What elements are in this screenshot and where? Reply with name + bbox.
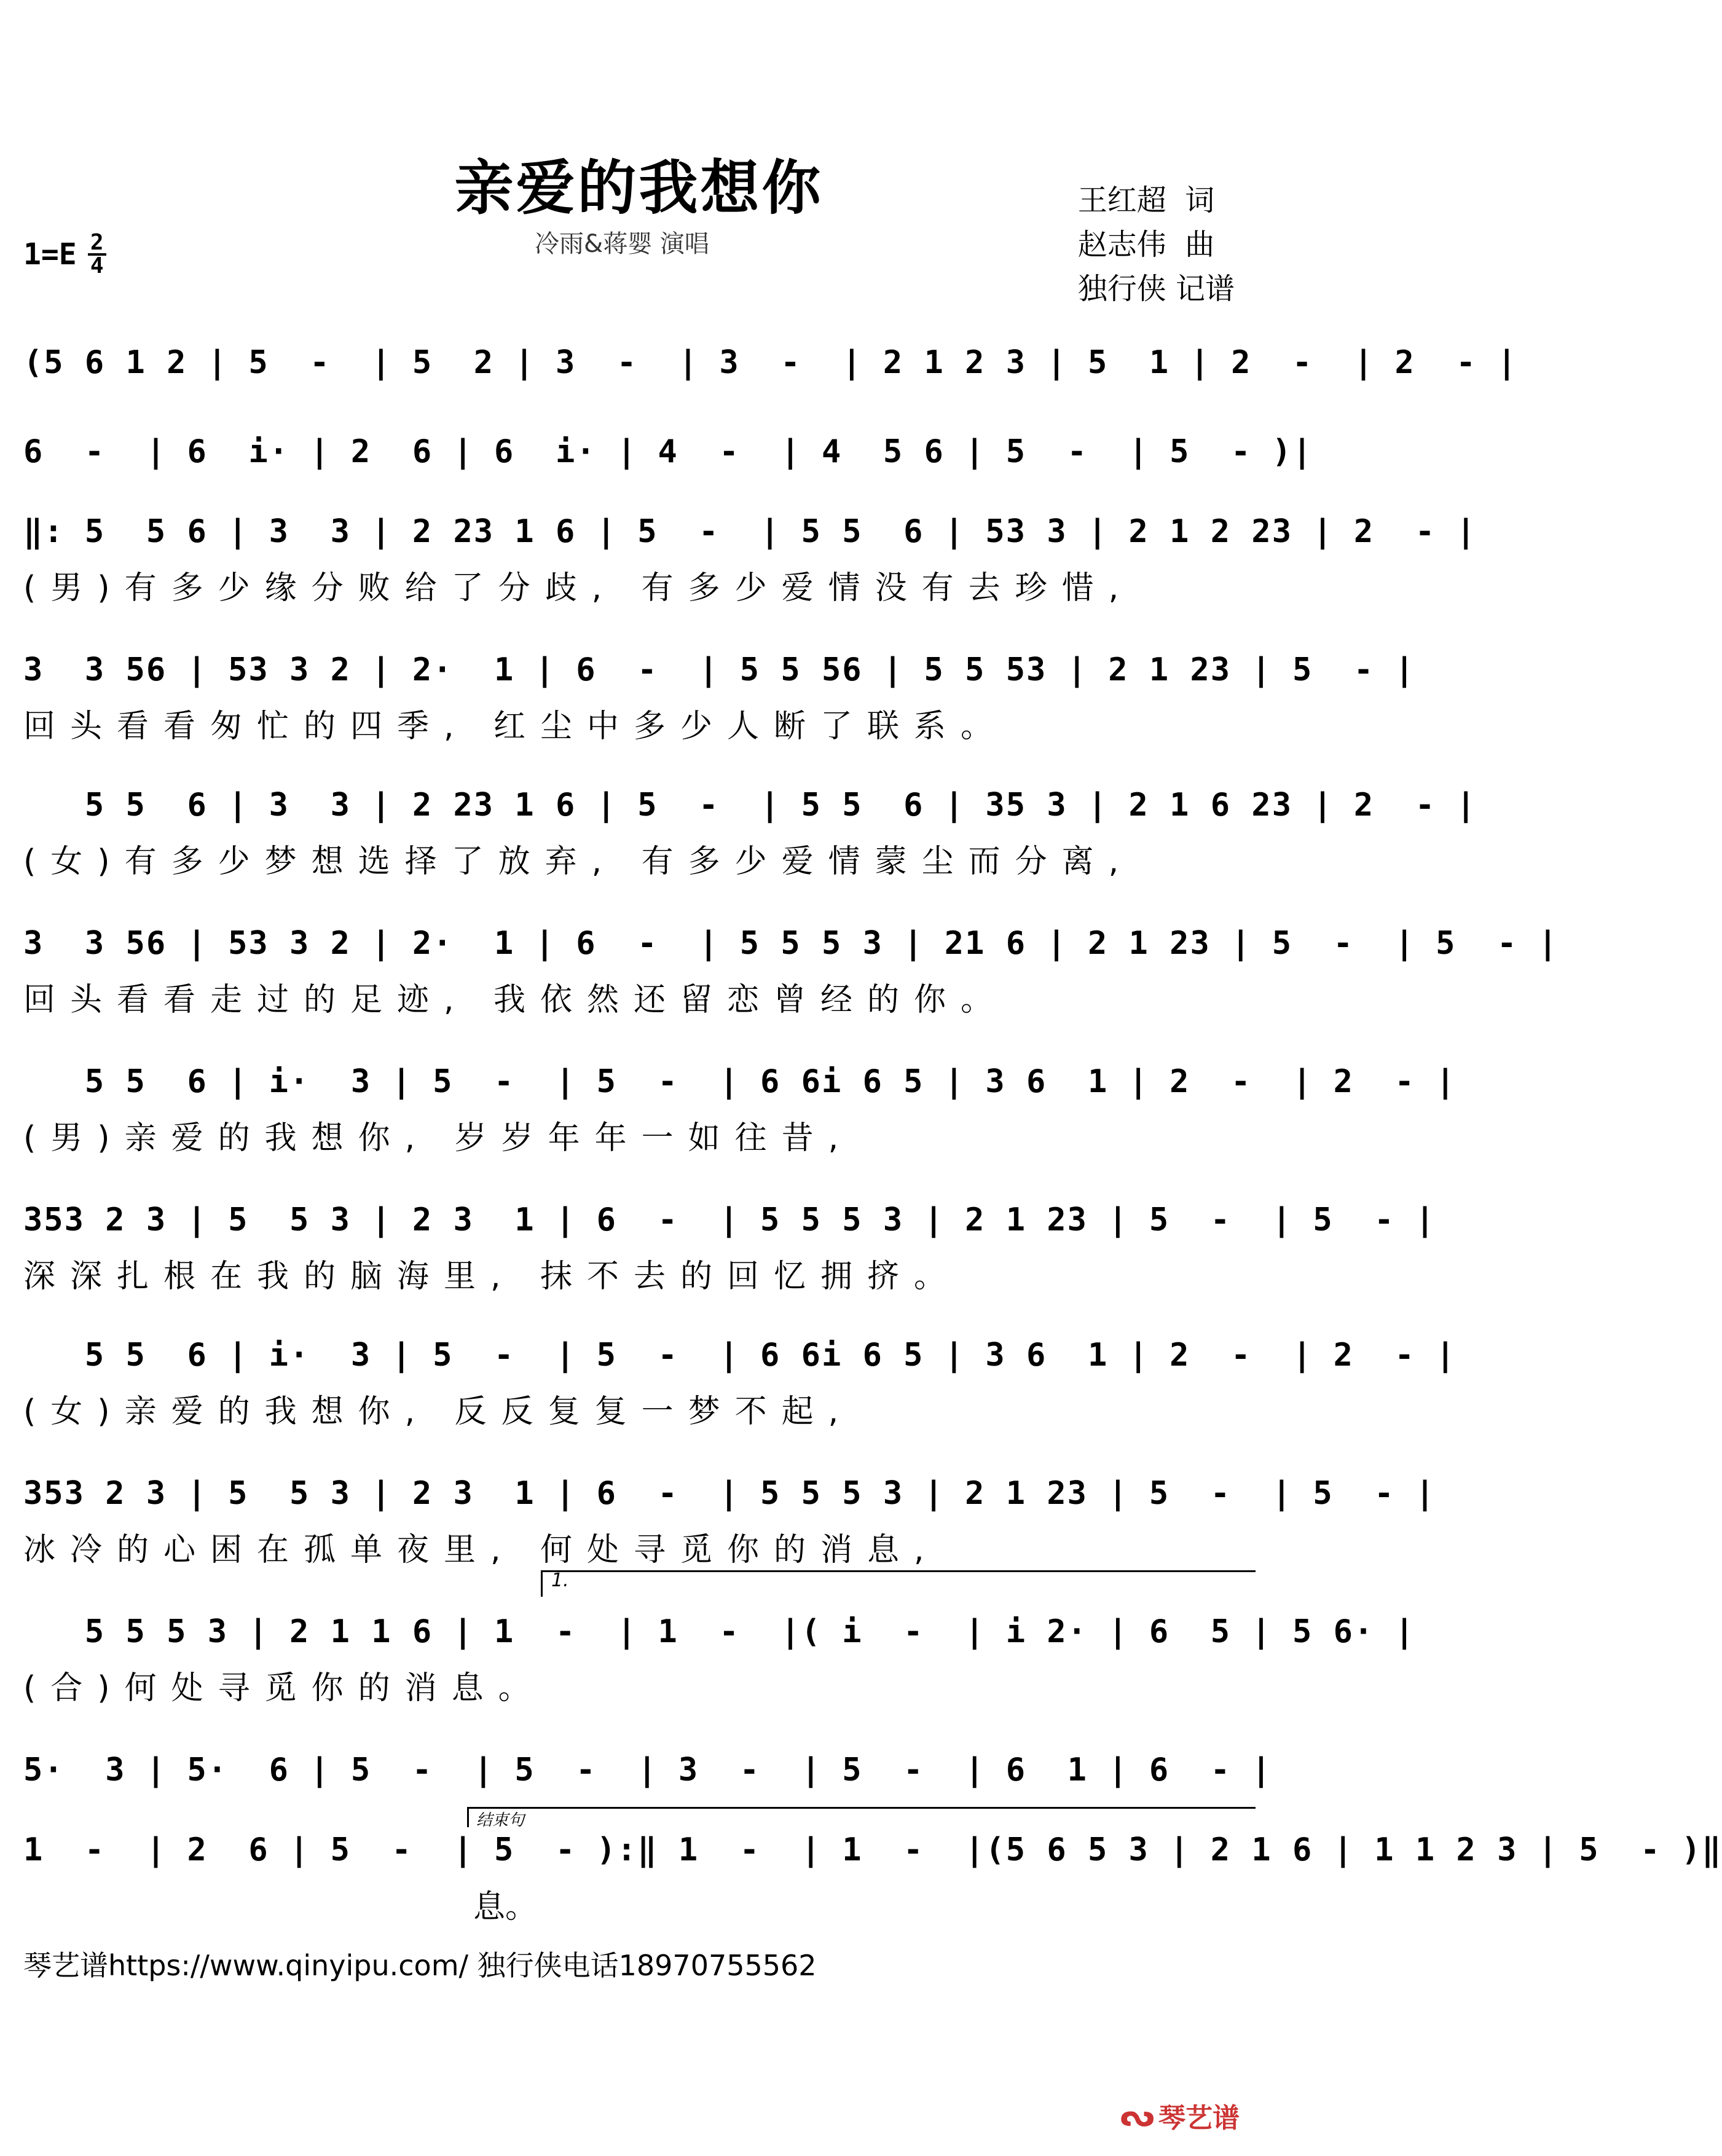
time-sig-bottom: 4 (90, 253, 104, 278)
notation-line: 5 5 6 | 3 3 | 2 23 1 6 | 5 - | 5 5 6 | 35 3 | 2 1 6 23 | 2 - | (23, 787, 1477, 824)
brand-logo (1120, 2096, 1240, 2135)
footer-text: 琴艺谱https://www.qinyipu.com/ 独行侠电话18970755562 (23, 1949, 817, 1982)
lyric-line: 冰冷的心困在孤单夜里, 何处寻觅你的消息, (23, 1532, 939, 1568)
score-system-13 (23, 1828, 1722, 1871)
volta-label: 1. (551, 1570, 569, 1591)
key-signature (23, 232, 106, 277)
notation-line: 353 2 3 | 5 5 3 | 2 3 1 | 6 - | 5 5 5 3 | 2 1 23 | 5 - | 5 - | (23, 1202, 1436, 1238)
score-system-2 (23, 430, 1313, 473)
song-title: 亲爱的我想你 (454, 153, 824, 222)
score-system-10 (23, 1472, 1436, 1570)
lyric-line: 回头看看走过的足迹, 我依然还留恋曾经的你。 (23, 982, 1008, 1018)
lyric-line: (女)有多少梦想选择了放弃, 有多少爱情蒙尘而分离, (23, 843, 1134, 880)
score-system-9 (23, 1334, 1457, 1432)
score-system-5 (23, 784, 1477, 882)
notation-line: 6 - | 6 i· | 2 6 | 6 i· | 4 - | 4 5 6 | 5 - | 5 - )| (23, 433, 1313, 470)
key-label: 1=E (23, 237, 77, 272)
notation-line: 5 5 5 3 | 2 1 1 6 | 1 - | 1 - |( i - | i 2· | 6 5 | 5 6· | (23, 1613, 1415, 1650)
credits-block (1078, 178, 1235, 311)
notation-line: 5 5 6 | i· 3 | 5 - | 5 - | 6 6i 6 5 | 3 6 1 | 2 - | 2 - | (23, 1337, 1457, 1374)
notation-line: 5· 3 | 5· 6 | 5 - | 5 - | 3 - | 5 - | 6 1 | 6 - | (23, 1752, 1272, 1788)
composer-credit: 赵志伟 曲 (1077, 227, 1215, 262)
notation-line: 5 5 6 | i· 3 | 5 - | 5 - | 6 6i 6 5 | 3 6 1 | 2 - | 2 - | (23, 1063, 1457, 1100)
brand-icon: ᔓ (1120, 2098, 1155, 2133)
score-system-1 (23, 341, 1518, 384)
first-ending-bracket (541, 1570, 1256, 1597)
notation-line: 1 - | 2 6 | 5 - | 5 - ):‖ 1 - | 1 - |(5 6 5 3 | 2 1 6 | 1 1 2 3 | 5 - )‖ (23, 1831, 1722, 1868)
notation-line: 3 3 56 | 53 3 2 | 2· 1 | 6 - | 5 5 56 | 5 5 53 | 2 1 23 | 5 - | (23, 651, 1415, 688)
score-system-3 (23, 510, 1477, 608)
time-sig-top: 2 (90, 230, 104, 255)
notation-line: 353 2 3 | 5 5 3 | 2 3 1 | 6 - | 5 5 5 3 | 2 1 23 | 5 - | 5 - | (23, 1475, 1436, 1512)
lyric-line: 深深扎根在我的脑海里, 抹不去的回忆拥挤。 (23, 1258, 961, 1295)
score-system-7 (23, 1060, 1457, 1159)
time-signature (88, 232, 106, 277)
lyric-line: (女)亲爱的我想你, 反反复复一梦不起, (23, 1393, 854, 1430)
lyric-line: (男)有多少缘分败给了分歧, 有多少爱情没有去珍惜, (23, 570, 1134, 607)
notation-line: (5 6 1 2 | 5 - | 5 2 | 3 - | 3 - | 2 1 2 3 | 5 1 | 2 - | 2 - | (23, 344, 1518, 381)
singer-credit: 冷雨&蒋婴 演唱 (535, 230, 709, 258)
lyric-line: (合)何处寻觅你的消息。 (23, 1670, 545, 1707)
score-system-6 (23, 922, 1559, 1020)
notation-line: ‖: 5 5 6 | 3 3 | 2 23 1 6 | 5 - | 5 5 6 | 53 3 | 2 1 2 23 | 2 - | (23, 513, 1477, 550)
score-system-11 (23, 1610, 1415, 1709)
lyricist-credit: 王红超 词 (1077, 183, 1215, 218)
score-system-8 (23, 1198, 1436, 1297)
lyric-line: (男)亲爱的我想你, 岁岁年年一如往昔, (23, 1120, 854, 1157)
transcriber-credit: 独行侠 记谱 (1077, 272, 1235, 306)
coda-lyric: 息。 (473, 1889, 538, 1926)
notation-line: 3 3 56 | 53 3 2 | 2· 1 | 6 - | 5 5 5 3 | 21 6 | 2 1 23 | 5 - | 5 - | (23, 925, 1559, 962)
coda-bracket (467, 1807, 1256, 1830)
lyric-line: 回头看看匆忙的四季, 红尘中多少人断了联系。 (23, 708, 1008, 745)
coda-label: 结束句 (476, 1811, 525, 1830)
brand-name: 琴艺谱 (1158, 2103, 1240, 2134)
score-system-12 (23, 1749, 1272, 1792)
score-system-4 (23, 648, 1415, 747)
